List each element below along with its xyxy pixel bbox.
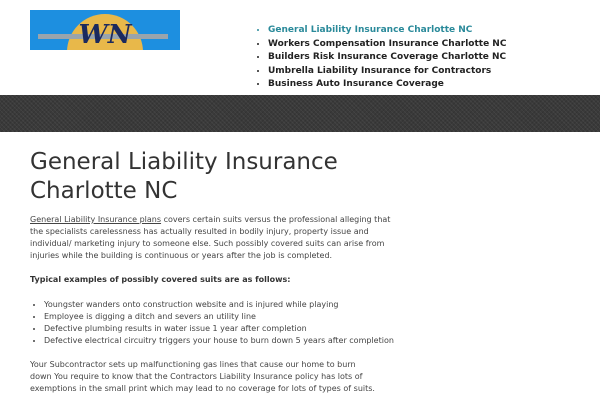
outro-line2-text: down You require to know that the Contractors Liability Insurance policy has lots of — [30, 372, 363, 381]
decorative-banner — [0, 95, 600, 132]
logo-text: WN — [78, 20, 132, 50]
nav-item-business-auto[interactable]: • Business Auto Insurance Coverage — [268, 78, 506, 92]
nav-item-general-liability[interactable]: • General Liability Insurance Charlotte NC — [268, 24, 506, 38]
intro-line2-text: the specialists carelessness has actually resulted in bodily injury, property issue and — [30, 227, 369, 236]
nav-item-builders-risk[interactable]: • Builders Risk Insurance Coverage Charlotte NC — [268, 51, 506, 65]
intro-line3-text: individual/ marketing injury to someone else. Such possibly covered suits can arise from — [30, 239, 385, 248]
intro-paragraph — [30, 214, 400, 262]
list-item: • Defective plumbing results in water issue 1 year after completion — [44, 323, 400, 335]
general-liability-plans-link[interactable]: General Liability Insurance plans — [30, 215, 162, 224]
examples-list — [30, 299, 400, 347]
list-item: • Defective electrical circuitry triggers your house to burn down 5 years after completion — [44, 335, 400, 347]
outro-line3-text: exemptions in the small print which may lead to no coverage for lots of types of suits. — [30, 384, 375, 393]
page-title-line1: General Liability Insurance — [30, 149, 338, 175]
main-nav — [268, 24, 506, 92]
nav-item-workers-compensation[interactable]: • Workers Compensation Insurance Charlotte NC — [268, 38, 506, 52]
examples-subheading: Typical examples of possibly covered suits are as follows: — [30, 275, 291, 284]
page-title — [30, 148, 400, 206]
site-logo[interactable] — [30, 10, 180, 50]
page-title-line2: Charlotte NC — [30, 178, 178, 204]
outro-paragraph — [30, 359, 400, 395]
intro-line1-text: covers certain suits versus the professional alleging that — [161, 215, 391, 224]
nav-item-umbrella-liability[interactable]: • Umbrella Liability Insurance for Contractors — [268, 65, 506, 79]
logo-graphic — [30, 10, 180, 50]
site-header — [0, 0, 600, 95]
outro-line1-text: Your Subcontractor sets up malfunctioning gas lines that cause our home to burn — [30, 360, 356, 369]
main-content — [30, 148, 400, 395]
list-item: • Youngster wanders onto construction website and is injured while playing — [44, 299, 400, 311]
list-item: • Employee is digging a ditch and severs an utility line — [44, 311, 400, 323]
intro-line4-text: injuries while the building is continuous or years after the job is completed. — [30, 251, 333, 260]
